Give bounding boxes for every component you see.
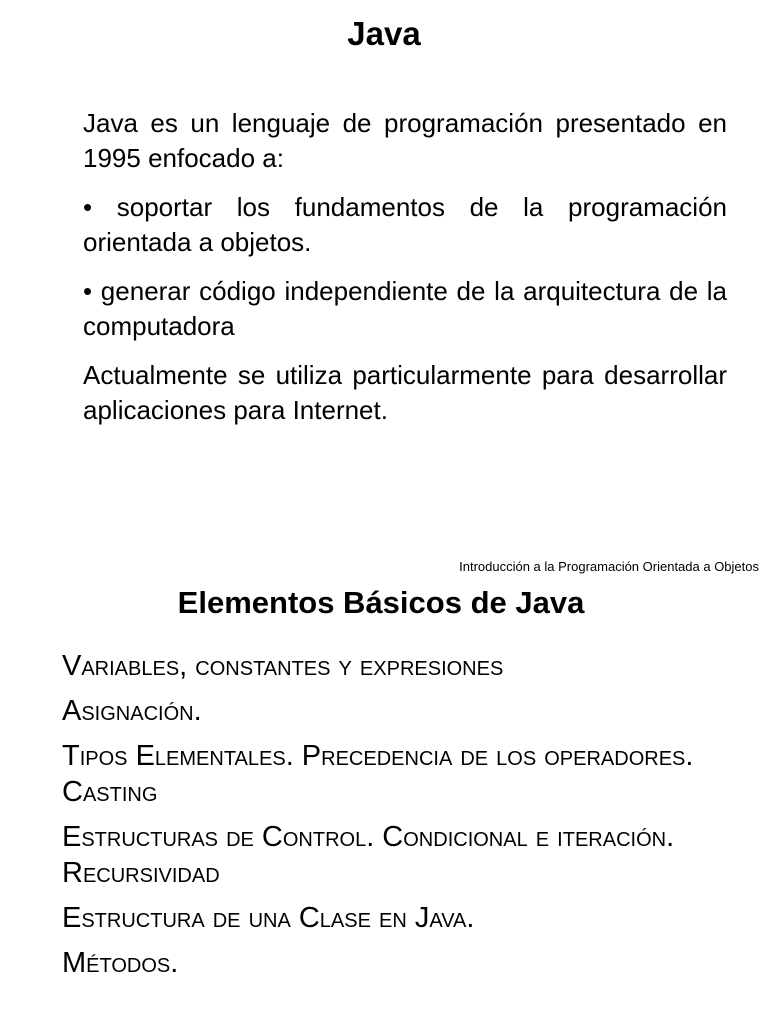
topic-item: Estructura de una Clase en Java. [62, 902, 475, 934]
topic-item: Métodos. [62, 947, 179, 979]
topic-list [62, 648, 732, 990]
slide-basic-elements [0, 548, 768, 1024]
slide-title: Elementos Básicos de Java [177, 585, 585, 620]
topic-item: Estructuras de Control. Condicional e iteración. Recursividad [62, 821, 675, 889]
slide-title: Java [347, 15, 421, 52]
bullet-oop: • soportar los fundamentos de la programación orientada a objetos. [83, 192, 727, 257]
paragraph-definition: Java es un lenguaje de programación presentado en 1995 enfocado a: [83, 108, 727, 173]
paragraph-current-use: Actualmente se utiliza particularmente para desarrollar aplicaciones para Internet. [83, 360, 727, 425]
course-footer: Introducción a la Programación Orientada a Objetos [459, 559, 759, 574]
bullet-independent-code: • generar código independiente de la arquitectura de la computadora [83, 276, 727, 341]
topic-item: Asignación. [62, 695, 202, 727]
topic-item: Tipos Elementales. Precedencia de los operadores. Casting [62, 740, 694, 808]
slide-body [83, 106, 727, 442]
topic-item: Variables, constantes y expresiones [62, 650, 504, 682]
